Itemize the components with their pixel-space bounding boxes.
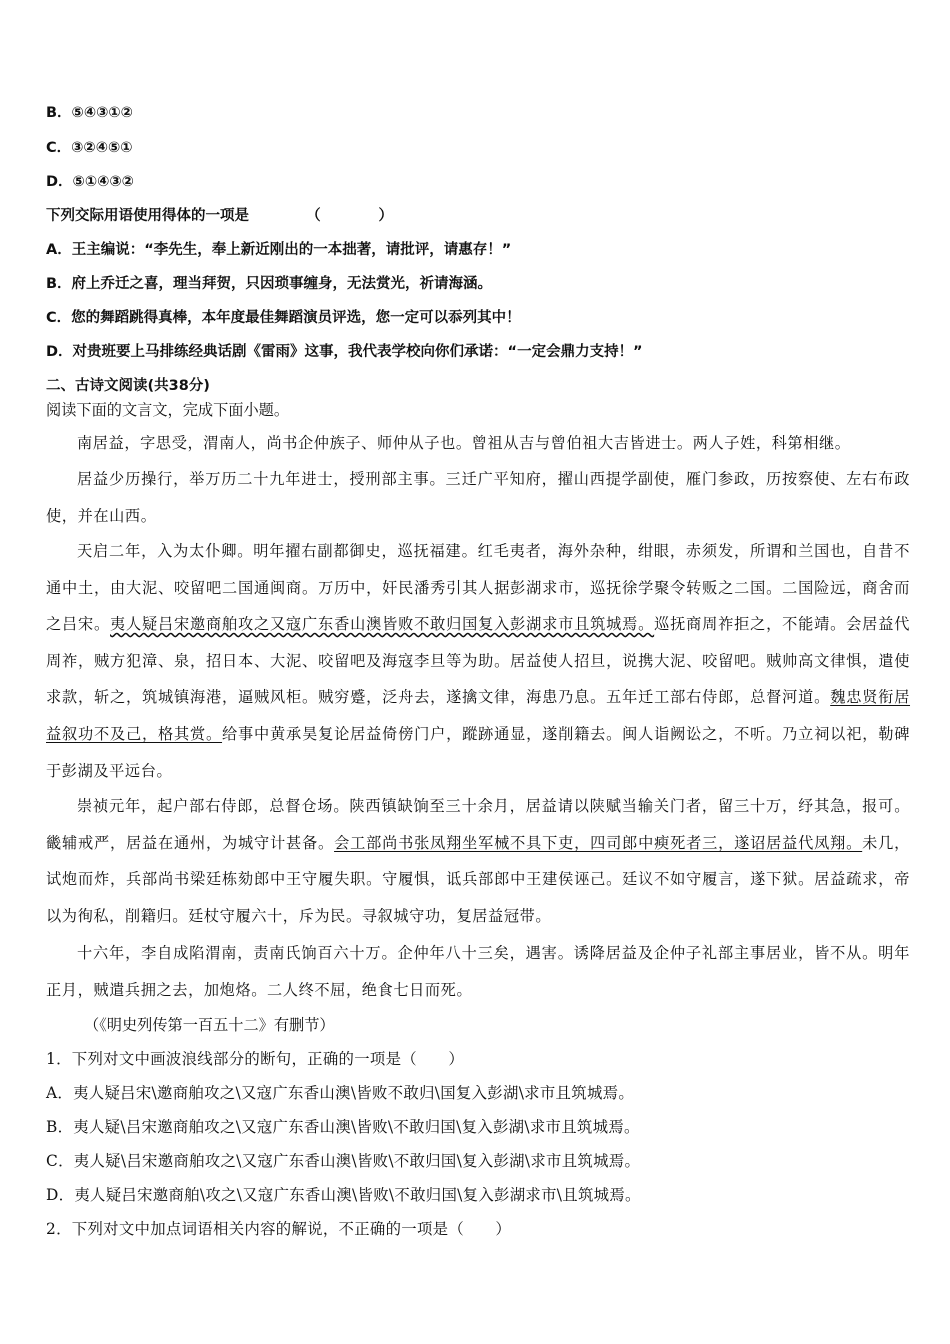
etiquette-option-c: C．您的舞蹈跳得真棒，本年度最佳舞蹈演员评选，您一定可以忝列其中！ xyxy=(46,310,521,326)
p3-text-c: 给事中黄承昊复论居益倚傍门户，蹤跡通显，遂削籍去。闽人诣阙讼之，不听。乃立祠以祀，勒碑于彭湖及平远台。 xyxy=(46,724,910,780)
underlined-sentence-1: 魏忠贤衔居益叙功不及己，格其赏。 xyxy=(46,688,911,743)
section-title: 二、古诗文阅读(共38分) xyxy=(46,378,210,394)
etiquette-question xyxy=(46,204,393,225)
passage-paragraph-4 xyxy=(46,788,910,934)
q1-option-d: D．夷人疑吕宋邀商舶\攻之\又寇广东香山澳\皆败\不敢归国\复入彭湖求市\且筑城焉。 xyxy=(46,1186,641,1204)
section-instruction: 阅读下面的文言文，完成下面小题。 xyxy=(46,401,289,419)
p4-text-a: 崇祯元年，起户部右侍郎，总督仓场。陕西镇缺饷至三十余月，居益请以陕赋当输关门者，留三十万，纾其急，报可。畿辅戒严，居益在通州，为城守计甚备。 xyxy=(46,797,910,852)
option-b-prev: B．⑤④③①② xyxy=(46,105,133,121)
p4-text-b: 未几，试炮而炸，兵部尚书梁廷栋劾郎中王守履失职。守履惧，诋兵部郎中王建侯诬己。廷议不如守履言，遂下狱。居益疏求，帝以为徇私，削籍归。廷杖守履六十，斥为民。寻叙城守功，复居益冠带。 xyxy=(46,833,910,925)
etiquette-stem: 下列交际用语使用得体的一项是 xyxy=(46,208,249,224)
q2-stem: 2．下列对文中加点词语相关内容的解说，不正确的一项是（ ） xyxy=(46,1220,512,1238)
p3-text-a: 天启二年，入为太仆卿。明年擢右副都御史，巡抚福建。红毛夷者，海外杂种，绀眼，赤须发，所谓和兰国也，自昔不通中土，由大泥、咬留吧二国通闽商。万历中，奸民潘秀引其人据彭湖求市，巡抚徐学聚令转贩之二国。二国险远，商舍而之吕宋。 xyxy=(46,542,910,634)
etiquette-option-b: B．府上乔迁之喜，理当拜贺，只因琐事缠身，无法赏光，祈请海涵。 xyxy=(46,276,493,292)
option-d-prev: D．⑤①④③② xyxy=(46,174,134,190)
q1-option-b: B．夷人疑\吕宋邀商舶攻之\又寇广东香山澳\皆败\不敢归国\复入彭湖\求市且筑城焉。 xyxy=(46,1118,640,1136)
q1-option-a: A．夷人疑吕宋\邀商舶攻之\又寇广东香山澳\皆败不敢归\国复入彭湖\求市且筑城焉。 xyxy=(46,1084,635,1102)
q1-option-c: C．夷人疑\吕宋邀商舶攻之\又寇广东香山澳\皆败\不敢归国\复入彭湖\求市且筑城焉。 xyxy=(46,1152,641,1170)
etiquette-option-d: D．对贵班要上马排练经典话剧《雷雨》这事，我代表学校向你们承诺：“一定会鼎力支持！” xyxy=(46,344,643,360)
q1-stem: 1．下列对文中画波浪线部分的断句，正确的一项是（ ） xyxy=(46,1050,465,1068)
etiquette-option-a: A．王主编说：“李先生，奉上新近刚出的一本拙著，请批评，请惠存！” xyxy=(46,242,512,258)
p3-text-b: 巡抚商周祚拒之，不能靖。会居益代周祚，贼方犯漳、泉，招日本、大泥、咬留吧及海寇李旦等为助。居益使人招旦，说携大泥、咬留吧。贼帅高文律惧，遣使求款，斩之，筑城镇海港，逼贼风柜。贼穷蹙，泛舟去，遂擒文律，海患乃息。五年迁工部右侍郎，总督河道。 xyxy=(46,615,910,707)
passage-paragraph-3 xyxy=(46,533,910,789)
underlined-sentence-2: 会工部尚书张凤翔坐军械不具下吏，四司郎中瘐死者三，遂诏居益代凤翔。 xyxy=(334,833,863,852)
passage-paragraph-5: 十六年，李自成陷渭南，责南氏饷百六十万。企仲年八十三矣，遇害。诱降居益及企仲子礼部主事居业，皆不从。明年正月，贼遣兵拥之去，加炮烙。二人终不屈，绝食七日而死。 xyxy=(46,944,910,999)
etiquette-paren: （ ） xyxy=(306,208,394,224)
option-c-prev: C．③②④⑤① xyxy=(46,140,133,156)
passage-paragraph-1: 南居益，字思受，渭南人，尚书企仲族子、师仲从子也。曾祖从吉与曾伯祖大吉皆进士。两人子姓，科第相继。 xyxy=(77,434,851,452)
passage-source: （《明史列传第一百五十二》有删节） xyxy=(84,1016,335,1034)
wavy-underline-text: 夷人疑吕宋邀商舶攻之又寇广东香山澳皆败不敢归国复入彭湖求市且筑城焉。 xyxy=(110,615,655,634)
passage-paragraph-2: 居益少历操行，举万历二十九年进士，授刑部主事。三迁广平知府，擢山西提学副使，雁门参政，历按察使、左右布政使，并在山西。 xyxy=(46,470,910,525)
